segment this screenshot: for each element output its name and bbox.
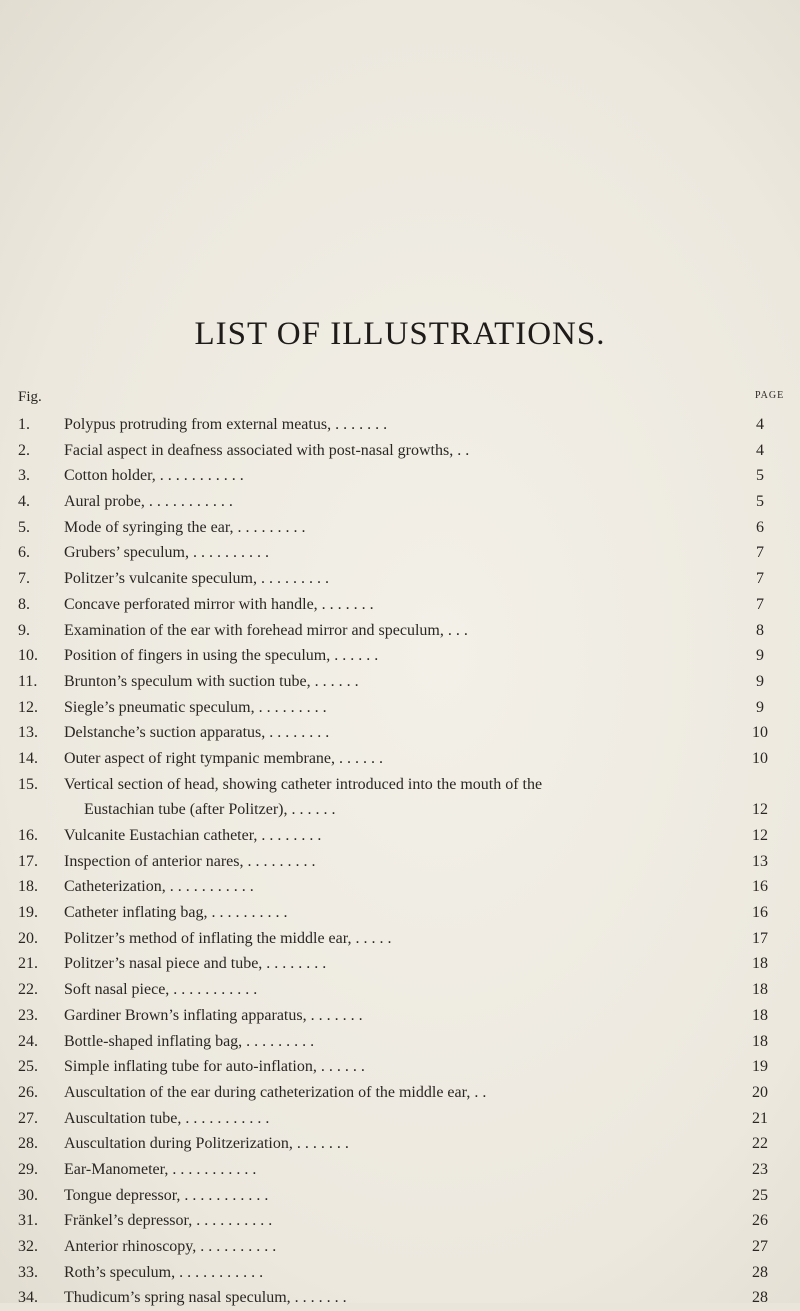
illustration-title bbox=[64, 566, 704, 592]
illustration-title-line: Examination of the ear with forehead mirror and speculum, . . . bbox=[64, 621, 468, 639]
illustration-title bbox=[64, 1234, 704, 1260]
list-item bbox=[0, 489, 800, 515]
page-number: 23 bbox=[752, 1160, 768, 1178]
illustration-title-line: Catheter inflating bag, . . . . . . . . . . bbox=[64, 904, 288, 922]
page-number: 9 bbox=[756, 647, 764, 665]
list-item bbox=[0, 695, 800, 721]
figure-number: 11. bbox=[18, 672, 38, 690]
figure-number: 21. bbox=[18, 955, 38, 973]
list-item bbox=[0, 1183, 800, 1209]
list-item bbox=[0, 951, 800, 977]
figure-number: 23. bbox=[18, 1006, 38, 1024]
list-item bbox=[0, 566, 800, 592]
figure-number: 2. bbox=[18, 441, 30, 459]
figure-number: 5. bbox=[18, 518, 30, 536]
illustration-title-line: Siegle’s pneumatic speculum, . . . . . . . . . bbox=[64, 698, 327, 716]
illustration-title-line: Vulcanite Eustachian catheter, . . . . . . . . bbox=[64, 827, 322, 845]
illustration-title bbox=[64, 592, 704, 618]
illustration-title-line: Auscultation tube, . . . . . . . . . . . bbox=[64, 1109, 270, 1127]
illustration-title-line: Tongue depressor, . . . . . . . . . . . bbox=[64, 1186, 269, 1204]
figure-number: 22. bbox=[18, 981, 38, 999]
figure-number: 24. bbox=[18, 1032, 38, 1050]
illustration-title-line: Auscultation during Politzerization, . . . . . . . bbox=[64, 1135, 349, 1153]
illustration-title bbox=[64, 438, 704, 464]
figure-number: 28. bbox=[18, 1135, 38, 1153]
page-number: 9 bbox=[756, 698, 764, 716]
list-item bbox=[0, 874, 800, 900]
list-item bbox=[0, 1029, 800, 1055]
illustration-title bbox=[64, 1003, 704, 1029]
page-number: 6 bbox=[756, 518, 764, 536]
illustration-title bbox=[64, 720, 704, 746]
illustration-title-line: Aural probe, . . . . . . . . . . . bbox=[64, 493, 233, 511]
page-number: 27 bbox=[752, 1238, 768, 1256]
illustration-title bbox=[64, 1183, 704, 1209]
figure-number: 7. bbox=[18, 570, 30, 588]
figure-number: 10. bbox=[18, 647, 38, 665]
page-number: 9 bbox=[756, 672, 764, 690]
page-number: 18 bbox=[752, 981, 768, 999]
illustration-title-line: Inspection of anterior nares, . . . . . . . . . bbox=[64, 852, 316, 870]
illustration-title bbox=[64, 1106, 704, 1132]
list-item bbox=[0, 592, 800, 618]
illustration-title-line: Cotton holder, . . . . . . . . . . . bbox=[64, 467, 244, 485]
illustration-title-line: Position of fingers in using the speculum, . . . . . . bbox=[64, 647, 379, 665]
illustration-title bbox=[64, 926, 704, 952]
figure-number: 32. bbox=[18, 1238, 38, 1256]
illustration-title-continuation: Eustachian tube (after Politzer), . . . . . . bbox=[84, 801, 336, 819]
page-title: LIST OF ILLUSTRATIONS. bbox=[194, 316, 606, 352]
figure-number: 27. bbox=[18, 1109, 38, 1127]
figure-number: 6. bbox=[18, 544, 30, 562]
illustration-title bbox=[64, 823, 704, 849]
illustration-title-line: Catheterization, . . . . . . . . . . . bbox=[64, 878, 254, 896]
list-item bbox=[0, 1208, 800, 1234]
page-number: 5 bbox=[756, 493, 764, 511]
page-number: 17 bbox=[752, 929, 768, 947]
page-number: 7 bbox=[756, 544, 764, 562]
page-number: 12 bbox=[752, 801, 768, 819]
page-number: 4 bbox=[756, 441, 764, 459]
page-number: 10 bbox=[752, 724, 768, 742]
illustration-title-line: Outer aspect of right tympanic membrane, . . . . . . bbox=[64, 749, 384, 767]
list-item bbox=[0, 926, 800, 952]
illustration-title-line: Roth’s speculum, . . . . . . . . . . . bbox=[64, 1263, 264, 1281]
illustration-title-line: Politzer’s vulcanite speculum, . . . . . . . . . bbox=[64, 570, 329, 588]
list-item bbox=[0, 438, 800, 464]
figure-number: 29. bbox=[18, 1160, 38, 1178]
figure-number: 16. bbox=[18, 827, 38, 845]
illustration-title bbox=[64, 695, 704, 721]
illustration-title-line: Politzer’s nasal piece and tube, . . . . . . . . bbox=[64, 955, 327, 973]
page-number: 25 bbox=[752, 1186, 768, 1204]
page-number: 22 bbox=[752, 1135, 768, 1153]
page-number: 19 bbox=[752, 1058, 768, 1076]
illustration-title bbox=[64, 874, 704, 900]
figure-number: 15. bbox=[18, 775, 38, 793]
figure-number: 4. bbox=[18, 493, 30, 511]
page-number: 28 bbox=[752, 1263, 768, 1281]
page-number: 7 bbox=[756, 570, 764, 588]
illustration-title bbox=[64, 618, 704, 644]
illustration-title bbox=[64, 412, 704, 438]
illustration-title-line: Mode of syringing the ear, . . . . . . . . . bbox=[64, 518, 306, 536]
list-item bbox=[0, 900, 800, 926]
page-number: 4 bbox=[756, 416, 764, 433]
list-item bbox=[0, 849, 800, 875]
page-number: 18 bbox=[752, 1032, 768, 1050]
figure-number: 20. bbox=[18, 929, 38, 947]
figure-number: 19. bbox=[18, 904, 38, 922]
illustration-title bbox=[64, 1029, 704, 1055]
illustration-title bbox=[64, 746, 704, 772]
illustration-title bbox=[64, 540, 704, 566]
figure-number: 14. bbox=[18, 749, 38, 767]
illustration-title bbox=[64, 463, 704, 489]
figure-number: 34. bbox=[18, 1289, 38, 1307]
illustration-title bbox=[64, 772, 704, 823]
figure-number: 31. bbox=[18, 1212, 38, 1230]
illustration-title-line: Grubers’ speculum, . . . . . . . . . . bbox=[64, 544, 269, 562]
page-number: 28 bbox=[752, 1289, 768, 1307]
illustration-title bbox=[64, 669, 704, 695]
page-column-header: PAGE bbox=[755, 390, 785, 401]
list-item bbox=[0, 618, 800, 644]
figure-number: 12. bbox=[18, 698, 38, 716]
list-item bbox=[0, 1285, 800, 1311]
figure-number: 3. bbox=[18, 467, 30, 485]
illustration-title-line: Auscultation of the ear during catheterization of the middle ear, . . bbox=[64, 1083, 487, 1101]
figure-number: 1. bbox=[18, 416, 30, 433]
illustration-title-line: Facial aspect in deafness associated with post-nasal growths, . . bbox=[64, 441, 470, 459]
figure-number: 26. bbox=[18, 1083, 38, 1101]
illustration-title bbox=[64, 977, 704, 1003]
list-item bbox=[0, 1054, 800, 1080]
illustration-title-line: Delstanche’s suction apparatus, . . . . . . . . bbox=[64, 724, 330, 742]
illustration-title-line: Ear-Manometer, . . . . . . . . . . . bbox=[64, 1160, 257, 1178]
illustration-title bbox=[64, 849, 704, 875]
list-item bbox=[0, 772, 800, 823]
illustration-title bbox=[64, 900, 704, 926]
page-number: 8 bbox=[756, 621, 764, 639]
page-number: 18 bbox=[752, 1006, 768, 1024]
list-item bbox=[0, 1080, 800, 1106]
page-number: 7 bbox=[756, 595, 764, 613]
page-number: 10 bbox=[752, 749, 768, 767]
illustration-title bbox=[64, 515, 704, 541]
list-item bbox=[0, 540, 800, 566]
illustration-title-line: Thudicum’s spring nasal speculum, . . . . . . . bbox=[64, 1289, 347, 1307]
page-number: 20 bbox=[752, 1083, 768, 1101]
page-number: 13 bbox=[752, 852, 768, 870]
illustration-title-line: Fränkel’s depressor, . . . . . . . . . . bbox=[64, 1212, 273, 1230]
figure-number: 8. bbox=[18, 595, 30, 613]
figure-number: 9. bbox=[18, 621, 30, 639]
figure-number: 17. bbox=[18, 852, 38, 870]
list-item bbox=[0, 1131, 800, 1157]
illustration-title-line: Brunton’s speculum with suction tube, . . . . . . bbox=[64, 672, 359, 690]
page-number: 5 bbox=[756, 467, 764, 485]
fig-column-header: Fig. bbox=[18, 389, 42, 405]
illustration-title-line: Vertical section of head, showing catheter introduced into the mouth of the bbox=[64, 775, 543, 793]
illustration-title bbox=[64, 1131, 704, 1157]
list-item bbox=[0, 1234, 800, 1260]
illustration-title-line: Simple inflating tube for auto-inflation, . . . . . . bbox=[64, 1058, 365, 1076]
illustration-title bbox=[64, 1054, 704, 1080]
list-item bbox=[0, 977, 800, 1003]
illustration-title-line: Polypus protruding from external meatus, . . . . . . . bbox=[64, 416, 388, 433]
illustration-title bbox=[64, 489, 704, 515]
illustration-title-line: Concave perforated mirror with handle, . . . . . . . bbox=[64, 595, 374, 613]
figure-number: 18. bbox=[18, 878, 38, 896]
illustration-title-line: Politzer’s method of inflating the middle ear, . . . . . bbox=[64, 929, 392, 947]
page-number: 26 bbox=[752, 1212, 768, 1230]
illustration-title bbox=[64, 951, 704, 977]
list-item bbox=[0, 823, 800, 849]
page-number: 12 bbox=[752, 827, 768, 845]
figure-number: 30. bbox=[18, 1186, 38, 1204]
list-item bbox=[0, 515, 800, 541]
list-item bbox=[0, 463, 800, 489]
illustration-title-line: Gardiner Brown’s inflating apparatus, . . . . . . . bbox=[64, 1006, 363, 1024]
list-item bbox=[0, 1003, 800, 1029]
list-item bbox=[0, 669, 800, 695]
figure-number: 33. bbox=[18, 1263, 38, 1281]
illustration-title bbox=[64, 1080, 704, 1106]
list-item bbox=[0, 1106, 800, 1132]
figure-number: 25. bbox=[18, 1058, 38, 1076]
page-number: 18 bbox=[752, 955, 768, 973]
illustration-title bbox=[64, 1157, 704, 1183]
list-item bbox=[0, 746, 800, 772]
illustration-title-line: Anterior rhinoscopy, . . . . . . . . . . bbox=[64, 1238, 277, 1256]
illustration-title bbox=[64, 1285, 704, 1311]
page-number: 16 bbox=[752, 904, 768, 922]
illustrations-list bbox=[0, 412, 800, 1311]
illustration-title bbox=[64, 1260, 704, 1286]
figure-number: 13. bbox=[18, 724, 38, 742]
list-item bbox=[0, 412, 800, 438]
illustration-title-line: Soft nasal piece, . . . . . . . . . . . bbox=[64, 981, 258, 999]
illustration-title bbox=[64, 1208, 704, 1234]
list-item bbox=[0, 720, 800, 746]
page-number: 16 bbox=[752, 878, 768, 896]
illustration-title-line: Bottle-shaped inflating bag, . . . . . . . . . bbox=[64, 1032, 315, 1050]
illustration-title bbox=[64, 643, 704, 669]
list-item bbox=[0, 1260, 800, 1286]
page-number: 21 bbox=[752, 1109, 768, 1127]
list-item bbox=[0, 1157, 800, 1183]
list-item bbox=[0, 643, 800, 669]
